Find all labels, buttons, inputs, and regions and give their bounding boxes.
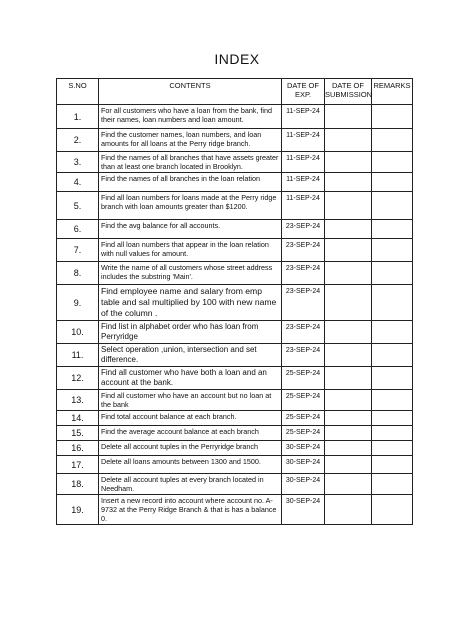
table-row [57, 367, 413, 390]
date-exp-cell: 11-SEP-24 [282, 129, 325, 152]
content-cell: Find the names of all branches in the loan relation [99, 173, 282, 192]
content-cell: Delete all account tuples at every branch located in Needham. [99, 474, 282, 495]
date-submission-cell [325, 220, 372, 239]
remarks-cell [372, 192, 413, 220]
sno-cell: 8. [57, 262, 99, 285]
sno-cell: 18. [57, 474, 99, 495]
remarks-cell [372, 344, 413, 367]
remarks-cell [372, 220, 413, 239]
content-cell: Find list in alphabet order who has loan from Perryridge [99, 321, 282, 344]
page-title: INDEX [214, 51, 260, 67]
remarks-cell [372, 173, 413, 192]
table-row [57, 344, 413, 367]
date-submission-cell [325, 441, 372, 456]
content-cell: Select operation ,union, intersection and set difference. [99, 344, 282, 367]
remarks-cell [372, 262, 413, 285]
table-row [57, 262, 413, 285]
header-contents: CONTENTS [99, 79, 282, 105]
date-exp-cell: 30-SEP-24 [282, 495, 325, 525]
date-exp-cell: 23-SEP-24 [282, 285, 325, 321]
date-submission-cell [325, 105, 372, 129]
table-row [57, 426, 413, 441]
date-exp-cell: 25-SEP-24 [282, 411, 325, 426]
remarks-cell [372, 411, 413, 426]
index-table [56, 78, 413, 525]
sno-cell: 3. [57, 152, 99, 173]
remarks-cell [372, 105, 413, 129]
table-body [57, 105, 413, 525]
content-cell: Find employee name and salary from emp table and sal multiplied by 100 with new name of the column . [99, 285, 282, 321]
date-submission-cell [325, 344, 372, 367]
table-row [57, 474, 413, 495]
sno-cell: 12. [57, 367, 99, 390]
date-exp-cell: 23-SEP-24 [282, 344, 325, 367]
date-submission-cell [325, 474, 372, 495]
content-cell: For all customers who have a loan from the bank, find their names, loan numbers and loan amount. [99, 105, 282, 129]
table-row [57, 390, 413, 411]
content-cell: Delete all account tuples in the Perryridge branch [99, 441, 282, 456]
remarks-cell [372, 390, 413, 411]
table-row [57, 220, 413, 239]
sno-cell: 17. [57, 456, 99, 474]
date-exp-cell: 25-SEP-24 [282, 367, 325, 390]
sno-cell: 16. [57, 441, 99, 456]
date-submission-cell [325, 129, 372, 152]
content-cell: Find all loan numbers for loans made at the Perry ridge branch with loan amounts greater than $1200. [99, 192, 282, 220]
remarks-cell [372, 495, 413, 525]
sno-cell: 19. [57, 495, 99, 525]
table-row [57, 129, 413, 152]
remarks-cell [372, 441, 413, 456]
date-exp-cell: 23-SEP-24 [282, 239, 325, 262]
date-exp-cell: 30-SEP-24 [282, 474, 325, 495]
remarks-cell [372, 426, 413, 441]
sno-cell: 5. [57, 192, 99, 220]
table-row [57, 441, 413, 456]
header-sno: S.NO [57, 79, 99, 105]
sno-cell: 7. [57, 239, 99, 262]
date-submission-cell [325, 285, 372, 321]
date-exp-cell: 11-SEP-24 [282, 105, 325, 129]
table-row [57, 321, 413, 344]
sno-cell: 2. [57, 129, 99, 152]
sno-cell: 10. [57, 321, 99, 344]
table-row [57, 285, 413, 321]
date-exp-cell: 11-SEP-24 [282, 173, 325, 192]
date-submission-cell [325, 495, 372, 525]
sno-cell: 13. [57, 390, 99, 411]
content-cell: Write the name of all customers whose street address includes the substring 'Main'. [99, 262, 282, 285]
date-exp-cell: 23-SEP-24 [282, 321, 325, 344]
date-exp-cell: 11-SEP-24 [282, 152, 325, 173]
date-submission-cell [325, 321, 372, 344]
header-remarks: REMARKS [372, 79, 413, 105]
remarks-cell [372, 456, 413, 474]
sno-cell: 9. [57, 285, 99, 321]
date-submission-cell [325, 390, 372, 411]
content-cell: Find the avg balance for all accounts. [99, 220, 282, 239]
table-row [57, 495, 413, 525]
remarks-cell [372, 321, 413, 344]
remarks-cell [372, 285, 413, 321]
content-cell: Find total account balance at each branch. [99, 411, 282, 426]
table-row [57, 152, 413, 173]
header-date-submission: DATE OF SUBMISSION [325, 79, 372, 105]
table-row [57, 173, 413, 192]
date-submission-cell [325, 367, 372, 390]
sno-cell: 4. [57, 173, 99, 192]
remarks-cell [372, 474, 413, 495]
content-cell: Find all customer who have an account but no loan at the bank [99, 390, 282, 411]
table-row [57, 456, 413, 474]
table-row [57, 105, 413, 129]
sno-cell: 14. [57, 411, 99, 426]
date-submission-cell [325, 262, 372, 285]
date-exp-cell: 25-SEP-24 [282, 426, 325, 441]
table-row [57, 192, 413, 220]
table-row [57, 411, 413, 426]
date-exp-cell: 25-SEP-24 [282, 390, 325, 411]
table-row [57, 239, 413, 262]
date-submission-cell [325, 411, 372, 426]
sno-cell: 1. [57, 105, 99, 129]
sno-cell: 6. [57, 220, 99, 239]
remarks-cell [372, 152, 413, 173]
date-exp-cell: 23-SEP-24 [282, 220, 325, 239]
date-submission-cell [325, 192, 372, 220]
date-exp-cell: 30-SEP-24 [282, 456, 325, 474]
header-date-exp: DATE OF EXP. [282, 79, 325, 105]
content-cell: Find the customer names, loan numbers, and loan amounts for all loans at the Perry ridge branch. [99, 129, 282, 152]
content-cell: Insert a new record into account where account no. A-9732 at the Perry Ridge Branch & that is has a balance 0. [99, 495, 282, 525]
content-cell: Find the names of all branches that have assets greater than at least one branch located in Brooklyn. [99, 152, 282, 173]
content-cell: Find all customer who have both a loan and an account at the bank. [99, 367, 282, 390]
date-submission-cell [325, 152, 372, 173]
date-submission-cell [325, 173, 372, 192]
sno-cell: 11. [57, 344, 99, 367]
date-submission-cell [325, 426, 372, 441]
remarks-cell [372, 239, 413, 262]
date-submission-cell [325, 239, 372, 262]
date-exp-cell: 30-SEP-24 [282, 441, 325, 456]
content-cell: Find all loan numbers that appear in the loan relation with null values for amount. [99, 239, 282, 262]
remarks-cell [372, 367, 413, 390]
date-submission-cell [325, 456, 372, 474]
date-exp-cell: 11-SEP-24 [282, 192, 325, 220]
sno-cell: 15. [57, 426, 99, 441]
header-row [57, 79, 413, 105]
remarks-cell [372, 129, 413, 152]
content-cell: Find the average account balance at each branch [99, 426, 282, 441]
date-exp-cell: 23-SEP-24 [282, 262, 325, 285]
content-cell: Delete all loans amounts between 1300 and 1500. [99, 456, 282, 474]
